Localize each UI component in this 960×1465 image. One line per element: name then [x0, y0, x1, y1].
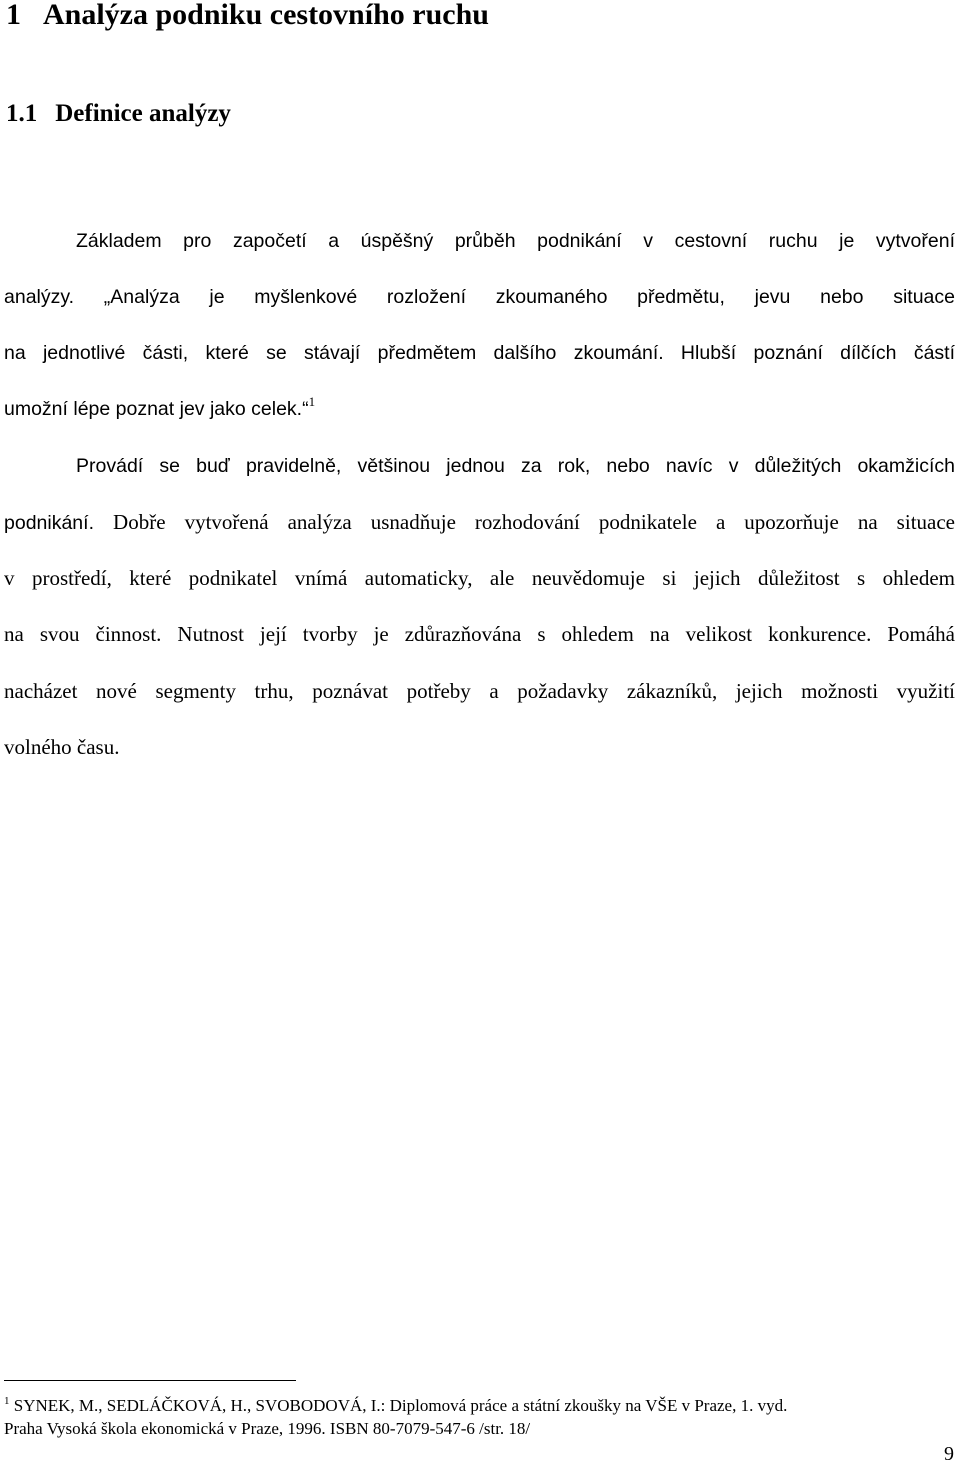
paragraph-1-line-1: Základem pro započetí a úspěšný průběh podnikání v cestovní ruchu je vytvoření	[76, 230, 955, 252]
section-number: 1.1	[6, 100, 38, 127]
chapter-heading	[6, 0, 489, 30]
paragraph-1-line-4	[4, 396, 955, 422]
footnote-line-2: Praha Vysoká škola ekonomická v Praze, 1996. ISBN 80-7079-547-6 /str. 18/	[4, 1419, 531, 1438]
paragraph-2-line-2-start: podnikání.	[4, 512, 94, 534]
paragraph-2-line-2	[4, 509, 955, 536]
section-title: Definice analýzy	[55, 100, 231, 127]
footnote-marker: 1	[4, 1395, 10, 1407]
footnote-reference[interactable]: 1	[308, 394, 316, 409]
page-number: 9	[944, 1443, 954, 1465]
footnote-text-1: SYNEK, M., SEDLÁČKOVÁ, H., SVOBODOVÁ, I.: Diplomová práce a státní zkoušky na VŠE v Praze, 1. vyd.	[9, 1396, 788, 1415]
paragraph-2-line-2-rest: Dobře vytvořená analýza usnadňuje rozhodování podnikatele a upozorňuje na situace	[94, 510, 955, 534]
footnote-separator	[4, 1380, 296, 1381]
section-heading	[6, 99, 231, 129]
paragraph-1-line-2: analýzy. „Analýza je myšlenkové rozložení zkoumaného předmětu, jevu nebo situace	[4, 286, 955, 308]
chapter-title: Analýza podniku cestovního ruchu	[43, 0, 489, 31]
paragraph-2-line-3: v prostředí, které podnikatel vnímá automaticky, ale neuvědomuje si jejich důležitost s ohledem	[4, 566, 955, 590]
paragraph-2-line-1: Provádí se buď pravidelně, většinou jednou za rok, nebo navíc v důležitých okamžicích	[76, 455, 955, 477]
paragraph-1-line-3: na jednotlivé části, které se stávají předmětem dalšího zkoumání. Hlubší poznání dílčích částí	[4, 342, 955, 364]
footnote-line-1	[4, 1396, 787, 1416]
paragraph-2-line-4: na svou činnost. Nutnost její tvorby je zdůrazňována s ohledem na velikost konkurence. Pomáhá	[4, 622, 955, 646]
paragraph-2-line-6: volného času.	[4, 735, 120, 759]
paragraph-1-line-4-text: umožní lépe poznat jev jako celek.“	[4, 398, 309, 420]
chapter-number: 1	[6, 0, 21, 31]
paragraph-2-line-5: nacházet nové segmenty trhu, poznávat potřeby a požadavky zákazníků, jejich možnosti využití	[4, 679, 955, 703]
